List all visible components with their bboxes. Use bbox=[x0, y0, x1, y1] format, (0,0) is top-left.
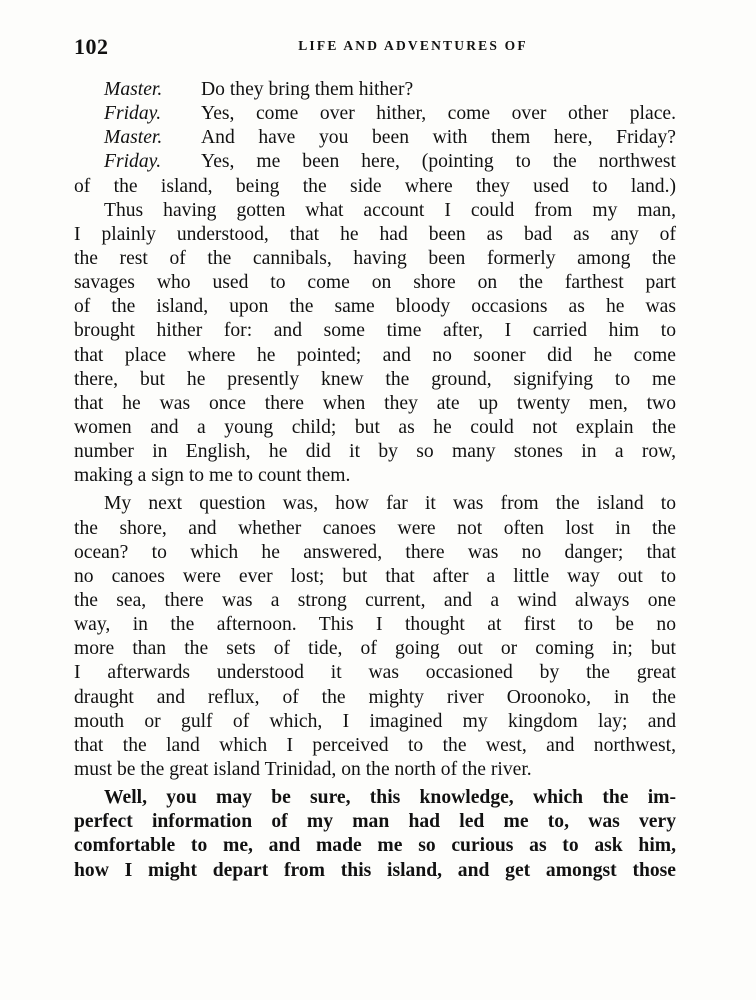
speaker-label: Friday. bbox=[104, 151, 162, 173]
dialogue-line bbox=[74, 102, 676, 126]
text-line: of the island, upon the same bloody occasions as he was bbox=[74, 296, 676, 318]
paragraph bbox=[74, 199, 676, 489]
dialogue-line bbox=[74, 126, 676, 150]
dialogue-line bbox=[74, 150, 676, 174]
text-line: My next question was, how far it was from the island to bbox=[104, 493, 676, 515]
text-line: Thus having gotten what account I could from my man, bbox=[104, 199, 676, 221]
text-line: perfect information of my man had led me to, was very bbox=[74, 811, 676, 833]
text-line: that the land which I perceived to the west, and northwest, bbox=[74, 734, 676, 756]
text-line: that he was once there when they ate up twenty men, two bbox=[74, 392, 676, 414]
speaker-label: Friday. bbox=[104, 103, 162, 125]
paragraph bbox=[74, 786, 676, 883]
text-line: I plainly understood, that he had been as bad as any of bbox=[74, 223, 676, 245]
speaker-label: Master. bbox=[104, 79, 163, 100]
text-line: draught and reflux, of the mighty river Oroonoko, in the bbox=[74, 686, 676, 708]
dialogue-text: And have you been with them here, Friday? bbox=[201, 127, 676, 149]
dialogue-line bbox=[74, 78, 676, 102]
text-line: comfortable to me, and made me so curious as to ask him, bbox=[74, 835, 676, 857]
page-number: 102 bbox=[74, 34, 109, 59]
dialogue-text: Do they bring them hither? bbox=[201, 79, 414, 100]
text-line: the rest of the cannibals, having been formerly among the bbox=[74, 247, 676, 269]
text-line: more than the sets of tide, of going out or coming in; but bbox=[74, 638, 676, 660]
text-line: the sea, there was a strong current, and a wind always one bbox=[74, 589, 676, 611]
text-line: ocean? to which he answered, there was no danger; that bbox=[74, 541, 676, 563]
text-line: women and a young child; but as he could not explain the bbox=[74, 416, 676, 438]
text-line: number in English, he did it by so many stones in a row, bbox=[74, 441, 676, 463]
speaker-label: Master. bbox=[104, 127, 163, 149]
text-line: of the island, being the side where they used to land.) bbox=[74, 175, 676, 197]
text-line: making a sign to me to count them. bbox=[74, 465, 351, 487]
paragraph bbox=[74, 492, 676, 782]
text-line: there, but he presently knew the ground, signifying to me bbox=[74, 368, 676, 390]
text-line: how I might depart from this island, and get amongst those bbox=[74, 859, 676, 881]
text-line: I afterwards understood it was occasioned by the great bbox=[74, 662, 676, 684]
text-line: savages who used to come on shore on the farthest part bbox=[74, 272, 676, 294]
text-line: must be the great island Trinidad, on the north of the river. bbox=[74, 758, 532, 780]
dialogue-text: Yes, me been here, (pointing to the northwest bbox=[201, 151, 676, 173]
dialogue-text: Yes, come over hither, come over other place. bbox=[201, 103, 676, 125]
running-head: LIFE AND ADVENTURES OF bbox=[298, 38, 528, 53]
text-line: mouth or gulf of which, I imagined my kingdom lay; and bbox=[74, 710, 676, 732]
text-line: brought hither for: and some time after, I carried him to bbox=[74, 320, 676, 342]
page-body bbox=[74, 78, 676, 883]
text-line: the shore, and whether canoes were not often lost in the bbox=[74, 517, 676, 539]
text-line: that place where he pointed; and no sooner did he come bbox=[74, 344, 676, 366]
text-line: Well, you may be sure, this knowledge, which the im- bbox=[104, 787, 676, 809]
text-line: way, in the afternoon. This I thought at first to be no bbox=[74, 614, 676, 636]
text-line: no canoes were ever lost; but that after a little way out to bbox=[74, 565, 676, 587]
